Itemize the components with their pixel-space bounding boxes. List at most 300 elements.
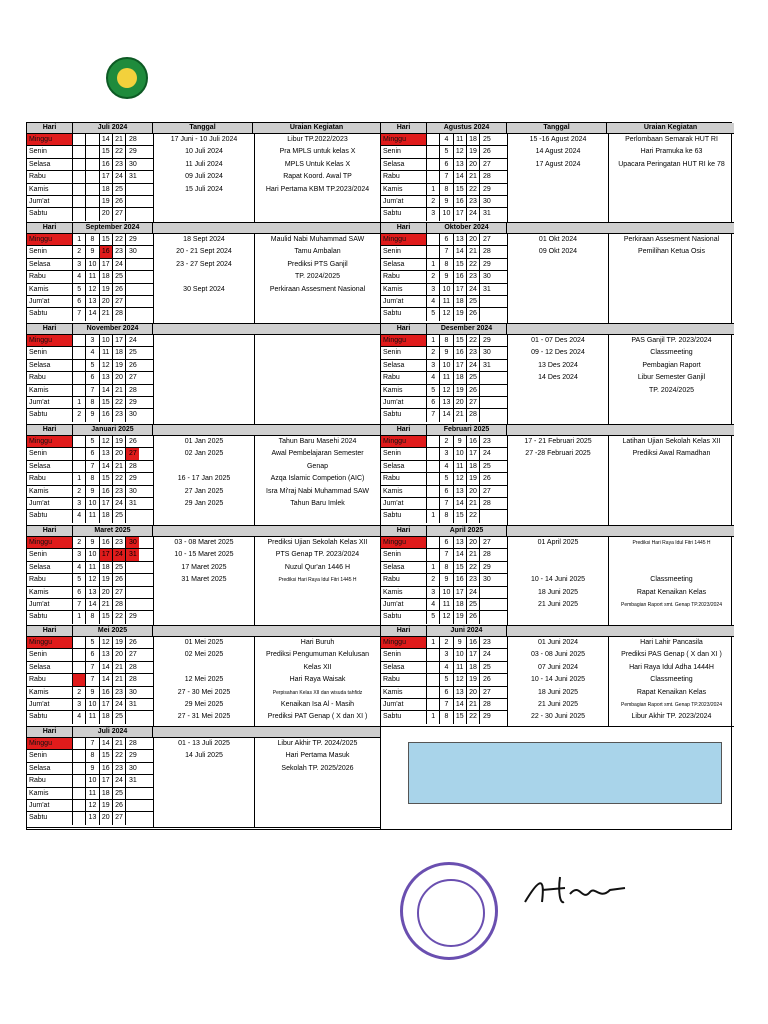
date-cell: 15	[100, 750, 113, 761]
date-cell: 28	[482, 248, 491, 256]
events-area	[153, 335, 380, 424]
date-cell	[73, 448, 86, 459]
event-date: 09 - 12 Des 2024	[531, 349, 585, 357]
day-name: Minggu	[27, 738, 73, 749]
date-cell: 22	[467, 184, 480, 195]
date-cell	[73, 649, 86, 660]
event-desc: Hari Pertama Masuk	[285, 752, 350, 760]
date-cell: 15	[454, 510, 467, 522]
event-date: 10 - 14 Juni 2025	[530, 576, 586, 584]
event-desc: Prediksi Pengumuman Kelulusan	[265, 651, 370, 659]
event-row	[154, 498, 381, 510]
event-date: 03 - 08 Maret 2025	[174, 539, 234, 546]
day-row	[27, 687, 153, 699]
month-block	[27, 425, 380, 526]
event-row	[508, 246, 735, 258]
day-name: Sabtu	[381, 208, 427, 220]
date-cell: 31	[128, 777, 137, 785]
date-cell: 23	[467, 347, 480, 358]
date-cell: 22	[113, 611, 126, 623]
date-cell: 29	[128, 475, 137, 483]
event-row	[154, 738, 381, 750]
day-rows	[381, 637, 507, 724]
date-cell: 27	[113, 208, 126, 220]
event-date: 17 Maret 2025	[181, 563, 227, 571]
day-row	[27, 385, 153, 397]
day-row	[27, 711, 153, 723]
date-cell: 16	[100, 537, 113, 548]
event-row	[154, 537, 381, 549]
date-cell: 5	[440, 146, 453, 157]
date-cell: 8	[440, 335, 453, 346]
date-cell: 15	[454, 335, 467, 346]
events-area	[507, 637, 734, 726]
date-cell: 20	[100, 296, 113, 307]
event-row	[508, 372, 735, 384]
date-cell	[480, 372, 493, 383]
date-cell: 25	[482, 462, 491, 470]
event-date: 27 Jan 2025	[184, 487, 224, 495]
event-date: 01 April 2025	[537, 539, 579, 546]
day-row	[381, 208, 507, 220]
event-desc: Latihan Ujian Sekolah Kelas XII	[622, 438, 721, 445]
date-cell: 28	[482, 173, 491, 181]
month-header	[27, 526, 380, 537]
event-row	[154, 134, 381, 146]
event-date: 10 - 14 Juni 2025	[530, 676, 586, 684]
date-cell: 20	[100, 208, 113, 220]
date-cell: 13	[454, 537, 467, 548]
date-cell: 7	[427, 409, 440, 421]
date-cell: 3	[440, 649, 453, 660]
date-cell: 5	[86, 436, 99, 447]
date-cell: 25	[482, 136, 491, 143]
date-cell: 15	[100, 234, 113, 245]
event-date	[154, 461, 254, 473]
event-date: 09 Juli 2024	[185, 173, 223, 181]
date-cell: 11	[86, 510, 99, 522]
date-cell: 29	[128, 148, 137, 156]
day-row	[27, 788, 153, 800]
date-cell: 2	[73, 537, 86, 548]
date-cell: 5	[440, 473, 453, 484]
day-name: Rabu	[381, 574, 427, 585]
date-cell: 14	[100, 134, 113, 145]
date-cell	[73, 385, 86, 396]
date-cell: 22	[467, 510, 480, 522]
event-date: 30 Sept 2024	[183, 285, 225, 293]
date-cell: 9	[86, 486, 99, 497]
month-header	[27, 223, 380, 234]
day-name: Selasa	[381, 662, 427, 673]
uraian-header: Uraian Kegiatan	[289, 124, 344, 131]
event-row	[154, 711, 381, 723]
event-row	[508, 234, 735, 246]
date-cell: 21	[113, 385, 126, 396]
date-cell: 10	[454, 448, 467, 459]
date-cell: 2	[73, 246, 86, 257]
event-desc: Kelas XII	[303, 663, 332, 671]
event-desc: Isra Mi'raj Nabi Muhammad SAW	[266, 487, 369, 495]
date-cell: 21	[467, 171, 480, 182]
event-date: 27 - 31 Mei 2025	[177, 713, 231, 721]
date-cell: 1	[73, 611, 86, 623]
date-cell: 12	[100, 360, 113, 371]
date-cell: 22	[113, 397, 126, 408]
event-date: 14 Agust 2024	[535, 148, 581, 156]
day-row	[381, 599, 507, 611]
date-cell: 17	[100, 549, 113, 560]
day-rows	[27, 637, 153, 724]
month-title: April 2025	[427, 526, 507, 536]
school-logo	[106, 57, 148, 99]
day-row	[381, 409, 507, 421]
day-rows	[27, 738, 153, 825]
date-cell: 1	[427, 335, 440, 346]
month-block	[381, 526, 734, 626]
date-cell	[86, 184, 99, 195]
date-cell: 4	[427, 372, 440, 383]
day-row	[381, 611, 507, 623]
date-cell	[427, 687, 440, 698]
event-date	[508, 562, 608, 574]
day-row	[27, 246, 153, 258]
date-cell: 25	[113, 510, 126, 522]
date-cell: 30	[482, 273, 491, 281]
date-cell	[126, 271, 139, 282]
date-cell: 19	[100, 574, 113, 585]
date-cell: 19	[454, 611, 467, 623]
day-row	[27, 335, 153, 347]
date-cell: 7	[86, 461, 99, 472]
date-cell: 31	[128, 173, 137, 181]
date-cell	[427, 159, 440, 170]
day-row	[27, 637, 153, 649]
date-cell: 17	[467, 448, 480, 459]
date-cell: 18	[467, 662, 480, 673]
day-row	[27, 208, 153, 220]
date-cell: 16	[454, 196, 467, 207]
date-cell	[480, 409, 493, 421]
day-name: Selasa	[27, 360, 73, 371]
event-date: 14 Juli 2025	[185, 752, 223, 760]
date-cell: 6	[427, 397, 440, 408]
day-row	[27, 473, 153, 485]
date-cell: 12	[86, 574, 99, 585]
date-cell	[126, 812, 139, 824]
date-cell: 9	[86, 687, 99, 698]
day-row	[27, 308, 153, 320]
event-row	[508, 562, 735, 574]
date-cell	[126, 284, 139, 295]
event-desc: Kenaikan Isa Al - Masih	[280, 701, 355, 708]
event-desc: Libur TP.2022/2023	[287, 136, 348, 143]
event-row	[154, 473, 381, 485]
day-row	[381, 461, 507, 473]
month-header	[381, 526, 734, 537]
event-desc: Genap	[306, 462, 329, 470]
event-desc: MPLS Untuk Kelas X	[284, 160, 351, 168]
date-cell: 10	[100, 335, 113, 346]
event-desc: Hari Buruh	[300, 639, 335, 646]
day-name: Sabtu	[381, 308, 427, 320]
event-date: 17 Agust 2024	[535, 160, 581, 168]
day-name: Selasa	[27, 159, 73, 170]
date-cell: 28	[128, 462, 137, 470]
events-area	[153, 234, 380, 323]
day-row	[27, 196, 153, 208]
date-cell: 4	[86, 347, 99, 358]
date-cell: 7	[440, 246, 453, 257]
date-cell: 18	[100, 510, 113, 522]
date-cell: 8	[86, 397, 99, 408]
day-name: Minggu	[27, 335, 73, 346]
day-row	[27, 360, 153, 372]
date-cell: 13	[100, 649, 113, 660]
event-row	[508, 674, 735, 686]
day-name: Kamis	[381, 486, 427, 497]
month-header	[27, 324, 380, 335]
event-row	[508, 335, 735, 347]
event-row	[508, 599, 735, 611]
date-cell: 21	[467, 498, 480, 509]
event-row	[508, 385, 735, 397]
date-cell: 19	[100, 800, 113, 811]
event-desc: Pembagian Raport smt. Genap TP.2023/2024	[621, 702, 722, 708]
day-name: Jum'at	[27, 699, 73, 710]
date-cell: 31	[482, 361, 491, 369]
day-row	[27, 409, 153, 421]
date-cell: 31	[482, 285, 491, 293]
source-note	[408, 742, 722, 804]
date-cell: 9	[440, 574, 453, 585]
date-cell	[126, 184, 139, 195]
date-cell: 31	[126, 549, 139, 560]
event-desc	[608, 549, 735, 561]
date-cell: 2	[427, 271, 440, 282]
day-rows	[381, 335, 507, 422]
month-block	[27, 223, 380, 324]
date-cell: 24	[113, 259, 126, 270]
date-cell	[427, 498, 440, 509]
month-block	[381, 425, 734, 526]
event-row	[508, 549, 735, 561]
day-name: Rabu	[27, 171, 73, 182]
date-cell: 24	[467, 208, 480, 220]
date-cell: 8	[440, 259, 453, 270]
date-cell: 18	[100, 271, 113, 282]
event-desc: Rapat Koord. Awal TP	[283, 173, 352, 181]
day-name: Sabtu	[381, 510, 427, 522]
date-cell: 1	[427, 637, 440, 648]
event-desc: Libur Akhir TP. 2024/2025	[277, 740, 358, 747]
date-cell	[73, 662, 86, 673]
day-name: Selasa	[381, 360, 427, 371]
events-area	[153, 637, 380, 726]
header-filler	[153, 324, 380, 334]
event-row	[154, 448, 381, 460]
header-filler	[153, 223, 380, 233]
date-cell: 22	[467, 711, 480, 723]
event-date: 09 Okt 2024	[538, 248, 578, 256]
date-cell: 10	[86, 498, 99, 509]
hari-header: Hari	[27, 324, 73, 334]
date-cell: 8	[86, 234, 99, 245]
day-row	[381, 662, 507, 674]
day-row	[27, 562, 153, 574]
day-row	[381, 448, 507, 460]
date-cell	[126, 788, 139, 799]
day-name: Senin	[27, 448, 73, 459]
month-title: Oktober 2024	[427, 223, 507, 233]
date-cell: 17	[100, 259, 113, 270]
date-cell: 7	[86, 674, 99, 685]
date-cell: 26	[482, 475, 491, 483]
month-title: Juni 2024	[427, 626, 507, 636]
date-cell: 5	[73, 574, 86, 585]
date-cell: 12	[440, 308, 453, 320]
date-cell: 1	[427, 259, 440, 270]
date-cell: 2	[73, 409, 86, 421]
event-desc: Classmeeting	[650, 676, 693, 684]
date-cell: 16	[467, 637, 480, 648]
date-cell: 18	[100, 788, 113, 799]
date-cell: 30	[128, 160, 137, 168]
events-area	[153, 537, 380, 625]
event-row	[154, 649, 381, 661]
hari-header: Hari	[381, 526, 427, 536]
date-cell: 14	[100, 738, 113, 749]
calendar-right-column	[380, 123, 734, 829]
date-cell: 11	[100, 347, 113, 358]
date-cell: 27	[482, 539, 491, 546]
date-cell: 7	[86, 662, 99, 673]
events-divider	[254, 335, 255, 424]
event-date: 29 Mei 2025	[184, 701, 224, 708]
day-row	[27, 184, 153, 196]
date-cell: 16	[100, 246, 113, 257]
date-cell: 23	[113, 537, 126, 548]
day-name: Minggu	[27, 436, 73, 447]
date-cell: 30	[128, 411, 137, 419]
day-row	[381, 360, 507, 372]
date-cell: 24	[113, 549, 126, 560]
event-desc: Azqa Islamic Competion (AIC)	[270, 475, 365, 483]
event-desc: Prediksi Ujian Sekolah Kelas XII	[267, 539, 368, 546]
date-cell: 25	[482, 663, 491, 671]
date-cell: 24	[482, 651, 491, 659]
day-name: Kamis	[381, 687, 427, 698]
hari-header: Hari	[381, 626, 427, 636]
date-cell: 30	[128, 688, 137, 696]
day-name: Senin	[381, 448, 427, 459]
event-date: 29 Jan 2025	[184, 500, 224, 507]
event-row	[508, 649, 735, 661]
day-row	[27, 549, 153, 561]
date-cell: 9	[86, 409, 99, 421]
date-cell	[480, 397, 493, 408]
date-cell: 4	[440, 662, 453, 673]
event-desc: PAS Ganjil TP. 2023/2024	[631, 337, 712, 344]
date-cell	[427, 662, 440, 673]
date-cell: 11	[86, 271, 99, 282]
date-cell: 26	[113, 284, 126, 295]
day-name: Jum'at	[381, 699, 427, 710]
event-date: 01 - 07 Des 2024	[531, 337, 585, 344]
day-row	[381, 271, 507, 283]
day-name: Rabu	[27, 473, 73, 484]
event-row	[508, 360, 735, 372]
event-row	[154, 637, 381, 649]
day-name: Senin	[27, 750, 73, 761]
date-cell: 11	[86, 788, 99, 799]
event-row	[154, 750, 381, 762]
day-name: Rabu	[381, 372, 427, 383]
day-name: Rabu	[381, 473, 427, 484]
date-cell: 6	[86, 649, 99, 660]
date-cell: 19	[467, 146, 480, 157]
date-cell	[427, 549, 440, 560]
event-row	[154, 486, 381, 498]
date-cell: 18	[100, 562, 113, 573]
date-cell: 7	[440, 549, 453, 560]
day-name: Jum'at	[381, 196, 427, 207]
day-row	[381, 171, 507, 183]
date-cell: 18	[467, 134, 480, 145]
header-filler	[153, 526, 380, 536]
day-row	[27, 284, 153, 296]
date-cell	[480, 510, 493, 522]
day-name: Senin	[27, 549, 73, 560]
date-cell: 28	[113, 308, 126, 320]
date-cell: 17	[454, 587, 467, 598]
event-date: 27 - 30 Mei 2025	[177, 688, 231, 696]
date-cell: 10	[440, 360, 453, 371]
month-header	[381, 324, 734, 335]
event-row	[154, 674, 381, 686]
date-cell: 2	[427, 347, 440, 358]
header-filler	[153, 727, 380, 737]
date-cell: 15	[454, 259, 467, 270]
event-row	[508, 637, 735, 649]
school-stamp	[400, 862, 498, 960]
date-cell: 10	[440, 587, 453, 598]
date-cell: 6	[440, 486, 453, 497]
event-row	[154, 699, 381, 711]
date-cell	[73, 196, 86, 207]
event-desc: Perpisahan Kelas XII dan wisuda tahfidz	[272, 689, 363, 696]
date-cell: 20	[113, 448, 126, 459]
day-row	[27, 763, 153, 775]
event-row	[154, 763, 381, 775]
date-cell: 15	[100, 611, 113, 623]
day-name: Senin	[27, 347, 73, 358]
date-cell	[480, 611, 493, 623]
date-cell: 15	[100, 146, 113, 157]
date-cell: 23	[482, 438, 491, 445]
hari-header: Hari	[381, 123, 427, 133]
date-cell: 13	[86, 296, 99, 307]
date-cell: 1	[73, 473, 86, 484]
date-cell: 8	[86, 750, 99, 761]
month-title: Januari 2025	[73, 425, 153, 435]
day-name: Kamis	[381, 385, 427, 396]
date-cell: 25	[113, 711, 126, 723]
event-date	[154, 662, 254, 674]
events-area	[507, 537, 734, 625]
day-row	[27, 436, 153, 448]
day-row	[27, 738, 153, 750]
